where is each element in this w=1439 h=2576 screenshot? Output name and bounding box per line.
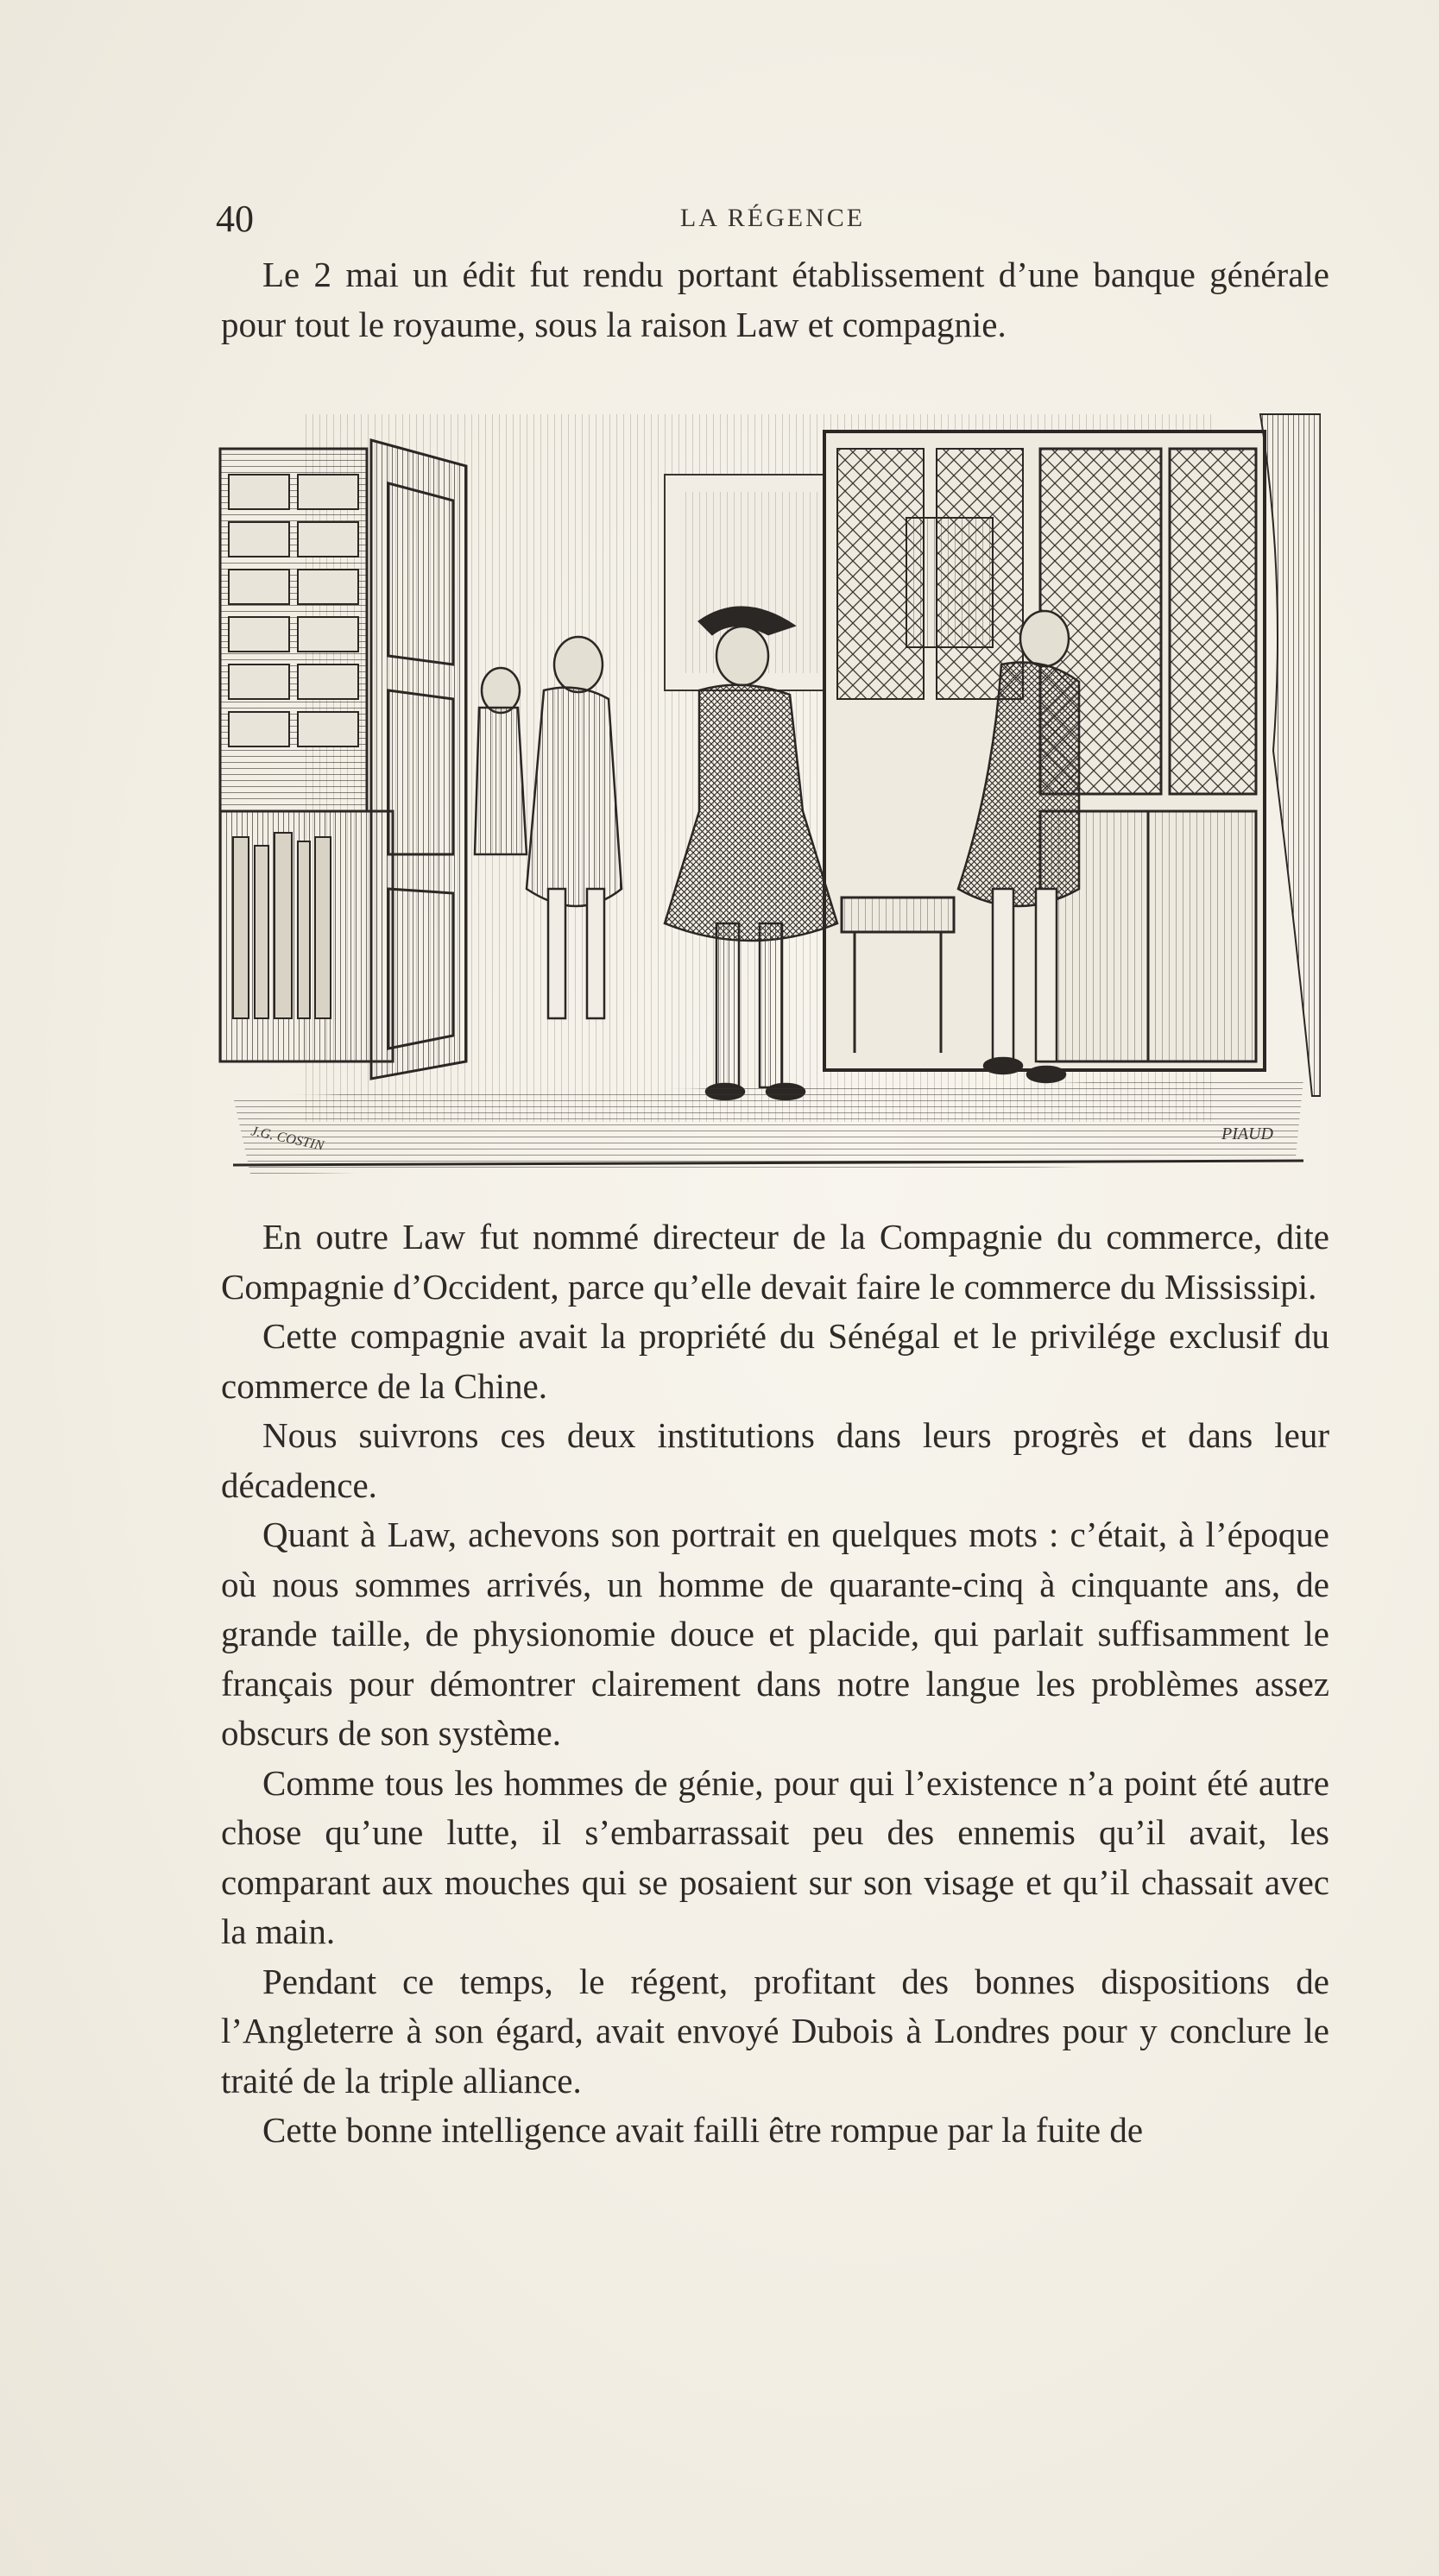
engraving-image [216,406,1321,1178]
paragraph: Cette bonne intelligence avait failli être rompue par la fuite de [262,2110,1144,2150]
engraving-illustration [216,406,1321,1178]
running-title: LA RÉGENCE [679,204,866,232]
paragraph: Pendant ce temps, le régent, profitant des bonnes dispositions de l’Angleterre à son égard, avait envoyé Dubois à Londres pour y conclure le traité de la triple alliance. [221,1961,1329,2100]
engraver-signature: J.G. COSTIN [249,1124,325,1154]
open-door [371,440,466,1079]
paragraph: En outre Law fut nommé directeur de la Compagnie du commerce, dite Compagnie d’Occident, parce qu’elle devait faire le commerce du Mississipi. [221,1217,1329,1307]
paragraph: Quant à Law, achevons son portrait en quelques mots : c’était, à l’époque où nous sommes arrivés, un homme de quarante-cinq à cinquante ans, de grande taille, de physionomie douce et placide, qui parlait suffisamment le français pour démontrer clairement dans notre langue les problèmes assez obscurs de son système. [221,1515,1329,1753]
paragraph: Nous suivrons ces deux institutions dans leurs progrès et dans leur décadence. [221,1415,1329,1505]
intro-text [221,250,1329,350]
page-number: 40 [216,198,254,240]
running-head [216,197,1329,238]
paragraph: Le 2 mai un édit fut rendu portant établissement d’une banque générale pour tout le royaume, sous la raison Law et compagnie. [221,255,1329,344]
paragraph: Comme tous les hommes de génie, pour qui l’existence n’a point été autre chose qu’une lutte, il s’embarrassait peu des ennemis qu’il avait, les comparant aux mouches qui se posaient sur son visage et qu’il chassait avec la main. [221,1762,1329,1951]
body-text [221,1212,1329,2156]
paragraph: Cette compagnie avait la propriété du Sénégal et le privilége exclusif du commerce de la Chine. [221,1316,1329,1406]
drawer-cabinet [220,449,393,1061]
artist-signature: PIAUD [1221,1124,1273,1143]
